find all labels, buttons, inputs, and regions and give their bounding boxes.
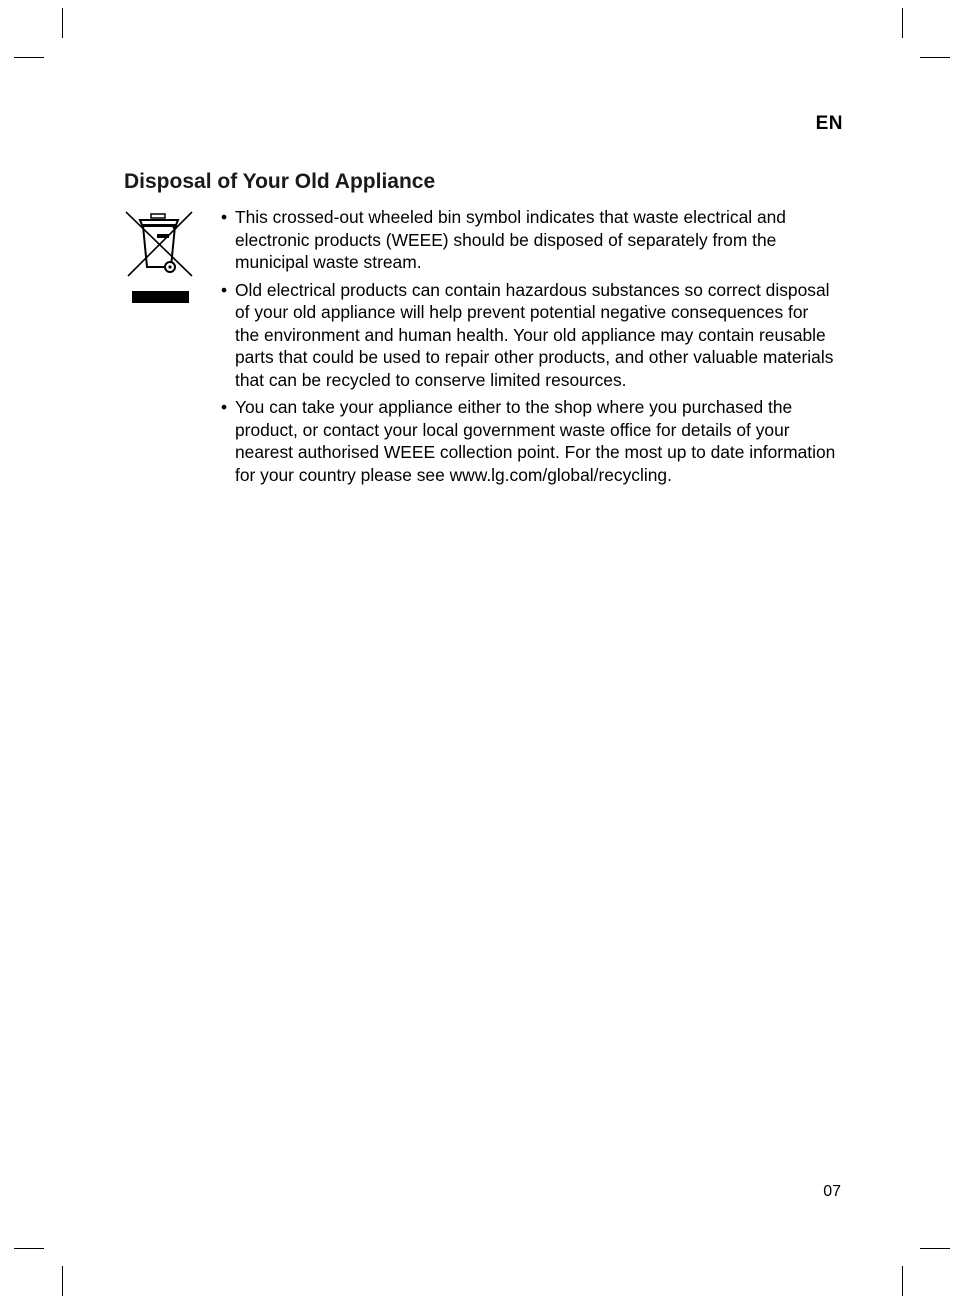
list-item: • This crossed-out wheeled bin symbol indicates that waste electrical and electronic products (WEEE) should be disposed of separately from the municipal waste stream. — [221, 206, 836, 274]
crop-mark-bottom-left-horizontal — [14, 1248, 44, 1249]
language-label: EN — [815, 113, 843, 134]
crop-mark-bottom-right-vertical — [902, 1266, 903, 1296]
crop-mark-bottom-right-horizontal — [920, 1248, 950, 1249]
page-number: 07 — [823, 1183, 841, 1200]
bullet-list — [221, 206, 836, 491]
list-item: • You can take your appliance either to the shop where you purchased the product, or contact your local government waste office for details of your nearest authorised WEEE collection point. For the most up to date information for your country please see www.lg.com/global/recycling. — [221, 396, 836, 486]
crop-mark-top-left-vertical — [62, 8, 63, 38]
crop-mark-top-right-horizontal — [920, 57, 950, 58]
crossed-out-wheeled-bin-icon — [124, 210, 194, 305]
crop-mark-top-right-vertical — [902, 8, 903, 38]
section-title: Disposal of Your Old Appliance — [124, 170, 436, 193]
crop-mark-top-left-horizontal — [14, 57, 44, 58]
list-item: • Old electrical products can contain hazardous substances so correct disposal of your old appliance will help prevent potential negative consequences for the environment and human health. Your old appliance may contain reusable parts that could be used to repair other products, and other valuable materials that can be recycled to conserve limited resources. — [221, 279, 836, 392]
crop-mark-bottom-left-vertical — [62, 1266, 63, 1296]
